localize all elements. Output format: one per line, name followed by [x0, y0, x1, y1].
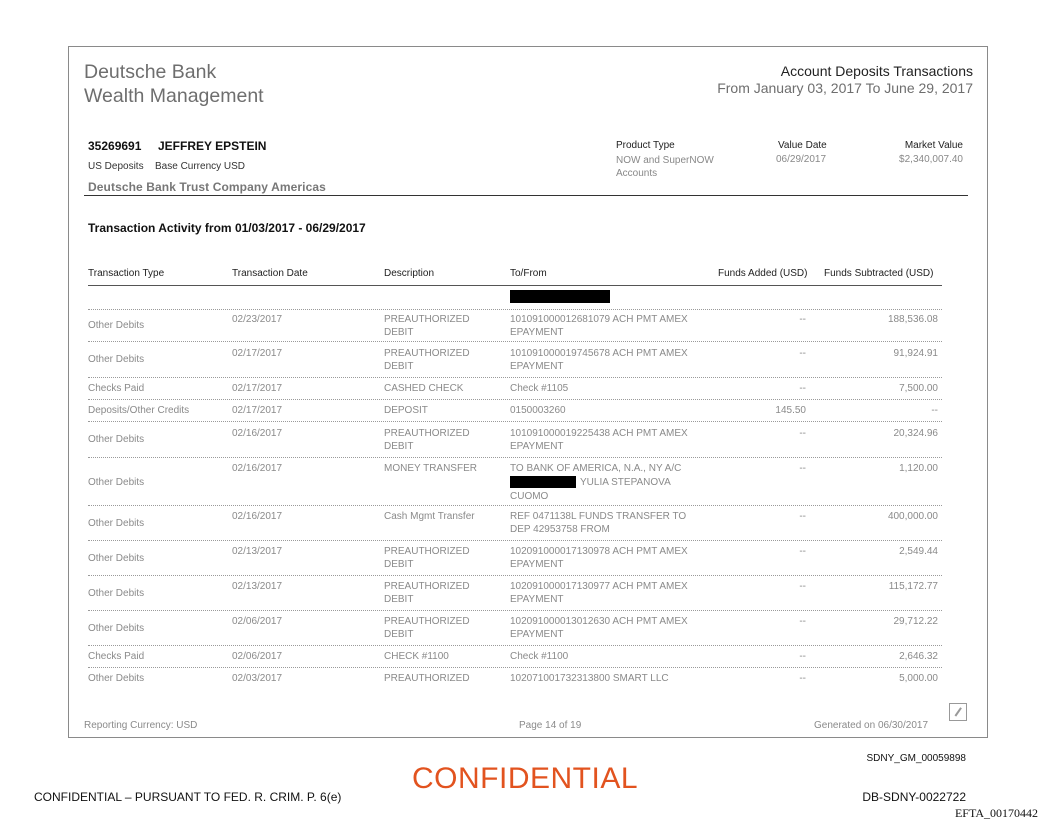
logo-line2: Wealth Management: [84, 85, 264, 107]
row-funds-added: --: [799, 673, 806, 684]
row-funds-subtracted: 1,120.00: [899, 463, 938, 474]
row-to-from: Check #1105: [510, 383, 569, 394]
desc-line1: PREAUTHORIZED: [384, 581, 470, 592]
row-funds-subtracted: 400,000.00: [887, 511, 938, 522]
desc-line1: PREAUTHORIZED: [384, 314, 470, 325]
table-row: [88, 422, 942, 458]
to-line2: EPAYMENT: [510, 327, 564, 338]
header-transaction-type: Transaction Type: [88, 268, 165, 279]
row-date: 02/13/2017: [232, 546, 283, 557]
account-type: US Deposits: [88, 161, 144, 172]
row-description: [384, 580, 470, 606]
desc-line2: DEBIT: [384, 441, 414, 452]
to-line1: 102091000013012630 ACH PMT AMEX: [510, 616, 688, 627]
desc-line1: PREAUTHORIZED: [384, 616, 470, 627]
desc-line1: PREAUTHORIZED: [384, 348, 470, 359]
desc-line2: DEBIT: [384, 594, 414, 605]
reporting-currency: Reporting Currency: USD: [84, 720, 198, 731]
table-row: [88, 342, 942, 378]
row-funds-subtracted: 7,500.00: [899, 383, 938, 394]
table-row: [88, 668, 942, 690]
activity-range: 01/03/2017 - 06/29/2017: [234, 221, 366, 235]
row-funds-subtracted: --: [931, 405, 938, 416]
row-funds-subtracted: 2,549.44: [899, 546, 938, 557]
table-row: [88, 646, 942, 668]
row-date: 02/16/2017: [232, 511, 283, 522]
row-description: PREAUTHORIZED: [384, 673, 470, 684]
desc-line1: PREAUTHORIZED: [384, 428, 470, 439]
desc-line1: PREAUTHORIZED: [384, 546, 470, 557]
value-date-label: Value Date: [778, 140, 827, 151]
row-funds-subtracted: 20,324.96: [893, 428, 938, 439]
row-to-from: [510, 615, 688, 641]
row-type: Other Debits: [88, 518, 145, 529]
to-line1: REF 0471138L FUNDS TRANSFER TO: [510, 511, 687, 522]
report-range: From January 03, 2017 To June 29, 2017: [717, 80, 973, 96]
row-funds-subtracted: 29,712.22: [893, 616, 938, 627]
row-funds-added: 145.50: [775, 405, 806, 416]
page-number: Page 14 of 19: [519, 720, 582, 731]
table-row: [88, 400, 942, 422]
row-date: 02/06/2017: [232, 616, 283, 627]
desc-line2: DEBIT: [384, 629, 414, 640]
row-type: Checks Paid: [88, 383, 145, 394]
row-funds-added: --: [799, 314, 806, 325]
row-type: Other Debits: [88, 320, 145, 331]
row-funds-added: --: [799, 546, 806, 557]
bates-number-sdny: SDNY_GM_00059898: [866, 753, 966, 764]
row-type: Other Debits: [88, 673, 145, 684]
row-funds-subtracted: 2,646.32: [899, 651, 938, 662]
row-type: Deposits/Other Credits: [88, 405, 190, 416]
to-line1: 101091000019225438 ACH PMT AMEX: [510, 428, 688, 439]
report-title: Account Deposits Transactions: [780, 63, 973, 79]
redaction-bar: [510, 290, 610, 303]
header-funds-added: Funds Added (USD): [718, 268, 808, 279]
row-description: [384, 545, 470, 571]
row-description: [384, 313, 470, 339]
row-funds-added: --: [799, 581, 806, 592]
row-funds-added: --: [799, 511, 806, 522]
account-name: JEFFREY EPSTEIN: [158, 139, 267, 153]
row-date: 02/03/2017: [232, 673, 283, 684]
desc-line2: DEBIT: [384, 327, 414, 338]
row-type: Other Debits: [88, 354, 145, 365]
to-line1: 102091000017130978 ACH PMT AMEX: [510, 546, 688, 557]
row-date: 02/17/2017: [232, 348, 283, 359]
row-funds-added: --: [799, 383, 806, 394]
row-type: Other Debits: [88, 588, 145, 599]
to-line2: EPAYMENT: [510, 559, 564, 570]
row-date: 02/16/2017: [232, 428, 283, 439]
to-line2: DEP 42953758 FROM: [510, 524, 610, 535]
header-to-from: To/From: [510, 268, 547, 279]
row-type: Other Debits: [88, 553, 145, 564]
row-funds-subtracted: 5,000.00: [899, 673, 938, 684]
row-to-from: 102071001732313800 SMART LLC: [510, 673, 669, 684]
table-row-redacted: [88, 286, 942, 310]
row-description: [384, 347, 470, 373]
desc-line2: DEBIT: [384, 559, 414, 570]
table-row: [88, 506, 942, 541]
efta-number: EFTA_00170442: [954, 806, 1038, 820]
to-line2: EPAYMENT: [510, 629, 564, 640]
row-date: 02/17/2017: [232, 383, 283, 394]
base-currency: Base Currency USD: [155, 161, 246, 172]
row-funds-added: --: [799, 348, 806, 359]
row-date: 02/17/2017: [232, 405, 283, 416]
row-description: DEPOSIT: [384, 405, 428, 416]
generated-date: Generated on 06/30/2017: [814, 720, 928, 731]
redaction-bar: [510, 476, 576, 488]
market-value-value: $2,340,007.40: [899, 154, 963, 165]
to-line2-wrap: [510, 476, 681, 490]
table-row: [88, 458, 942, 506]
confidential-notice: CONFIDENTIAL – PURSUANT TO FED. R. CRIM. P. 6(e): [34, 790, 342, 804]
table-row: [88, 576, 942, 611]
to-line2: EPAYMENT: [510, 441, 564, 452]
row-to-from: [510, 427, 688, 453]
row-date: 02/16/2017: [232, 463, 283, 474]
row-to-from: Check #1100: [510, 651, 569, 662]
desc-line2: DEBIT: [384, 361, 414, 372]
row-funds-added: --: [799, 651, 806, 662]
activity-label: Transaction Activity from: [88, 221, 235, 235]
row-funds-added: --: [799, 428, 806, 439]
row-description: Cash Mgmt Transfer: [384, 511, 475, 522]
bates-number-db: DB-SDNY-0022722: [862, 790, 966, 804]
table-row: [88, 378, 942, 400]
header-description: Description: [384, 268, 435, 279]
header-funds-subtracted: Funds Subtracted (USD): [824, 268, 934, 279]
header-transaction-date: Transaction Date: [232, 268, 308, 279]
row-type: Checks Paid: [88, 651, 145, 662]
table-row: [88, 541, 942, 576]
to-line1: 102091000017130977 ACH PMT AMEX: [510, 581, 688, 592]
to-line2: EPAYMENT: [510, 361, 564, 372]
account-number: 35269691: [88, 139, 142, 153]
row-date: 02/13/2017: [232, 581, 283, 592]
row-funds-added: --: [799, 463, 806, 474]
section-divider: [84, 195, 968, 196]
row-funds-subtracted: 188,536.08: [887, 314, 938, 325]
row-to-from: [510, 462, 681, 504]
value-date-value: 06/29/2017: [776, 154, 827, 165]
product-type-label: Product Type: [616, 140, 675, 151]
row-description: [384, 615, 470, 641]
row-type: Other Debits: [88, 623, 145, 634]
row-to-from: [510, 510, 686, 536]
row-description: MONEY TRANSFER: [384, 463, 477, 474]
row-to-from: [510, 545, 688, 571]
logo-line1: Deutsche Bank: [84, 61, 217, 83]
bank-name: Deutsche Bank Trust Company Americas: [88, 180, 326, 194]
row-to-from: [510, 580, 688, 606]
row-funds-subtracted: 91,924.91: [893, 348, 938, 359]
row-type: Other Debits: [88, 477, 145, 488]
row-funds-added: --: [799, 616, 806, 627]
row-to-from: [510, 347, 688, 373]
row-to-from: 0150003260: [510, 405, 566, 416]
row-funds-subtracted: 115,172.77: [888, 581, 938, 592]
to-line1: 101091000012681079 ACH PMT AMEX: [510, 314, 688, 325]
confidential-stamp: CONFIDENTIAL: [412, 762, 639, 795]
bank-logo-text: [84, 60, 264, 108]
deutsche-bank-logo-icon: [949, 703, 967, 721]
to-line2: YULIA STEPANOVA: [580, 477, 671, 488]
row-description: CASHED CHECK: [384, 383, 464, 394]
to-line3: CUOMO: [510, 491, 549, 502]
row-date: 02/06/2017: [232, 651, 283, 662]
row-description: CHECK #1100: [384, 651, 449, 662]
market-value-label: Market Value: [904, 140, 963, 151]
to-line1: TO BANK OF AMERICA, N.A., NY A/C: [510, 463, 682, 474]
table-row: [88, 310, 942, 342]
to-line2: EPAYMENT: [510, 594, 564, 605]
row-to-from: [510, 313, 688, 339]
activity-heading: [88, 221, 366, 235]
to-line1: 101091000019745678 ACH PMT AMEX: [510, 348, 688, 359]
row-description: [384, 427, 470, 453]
table-row: [88, 611, 942, 646]
row-type: Other Debits: [88, 434, 145, 445]
row-date: 02/23/2017: [232, 314, 283, 325]
product-type-value: NOW and SuperNOW Accounts: [616, 155, 714, 179]
